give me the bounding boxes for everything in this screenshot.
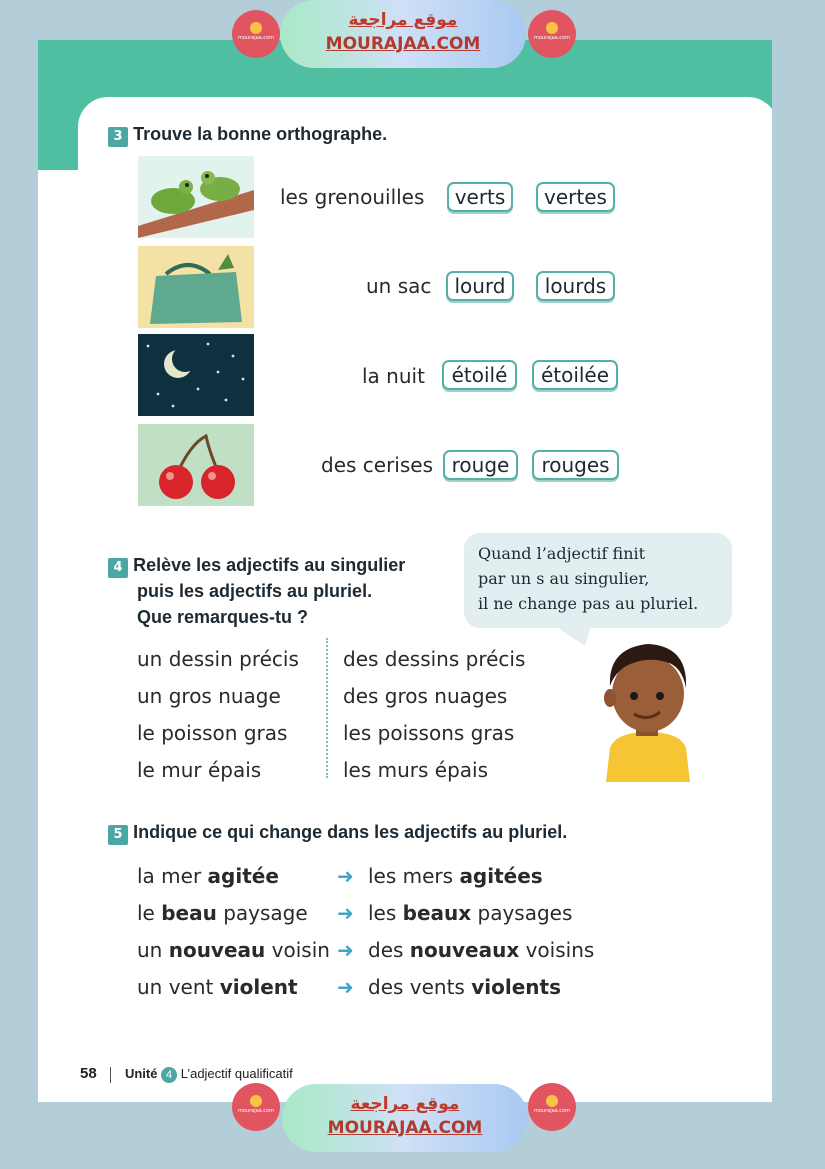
plural-item: des dessins précis	[343, 647, 526, 671]
choice-etoile[interactable]: étoilé	[442, 360, 517, 390]
plural-item: des nouveaux voisins	[368, 938, 595, 962]
banner-latin-title[interactable]: MOURAJAA.COM	[325, 34, 481, 54]
cherries-image	[138, 424, 254, 506]
tip-line-1: Quand l’adjectif finit	[478, 544, 646, 563]
boy-illustration	[596, 636, 700, 786]
exercise-3-heading	[108, 124, 387, 147]
plural-item: les poissons gras	[343, 721, 515, 745]
phrase-cerises: des cerises	[321, 453, 434, 477]
exercise-number: 3	[108, 127, 128, 147]
plural-item: des gros nuages	[343, 684, 508, 708]
tip-line-2: par un s au singulier,	[478, 569, 650, 588]
singular-list	[137, 641, 299, 789]
singular-item: un vent violent	[137, 975, 298, 999]
choice-lourd[interactable]: lourd	[446, 271, 514, 301]
plural-item: les beaux paysages	[368, 901, 573, 925]
choice-rouge[interactable]: rouge	[443, 450, 518, 480]
frogs-image	[138, 156, 254, 238]
exercise-title: Trouve la bonne orthographe.	[133, 124, 388, 144]
singular-item: le beau paysage	[137, 901, 308, 925]
arrow-icon: ➜	[337, 938, 354, 962]
site-banner-top[interactable]	[280, 0, 526, 68]
arrow-icon: ➜	[337, 864, 354, 888]
column-divider	[326, 638, 328, 778]
plural-item: les mers agitées	[368, 864, 543, 888]
night-sky-image	[138, 334, 254, 416]
choice-verts[interactable]: verts	[447, 182, 513, 212]
exercise-number: 4	[108, 558, 128, 578]
exercise-title-line3: Que remarques-tu ?	[137, 607, 309, 627]
site-banner-bottom[interactable]	[282, 1084, 528, 1152]
exercise-5-heading	[108, 822, 567, 845]
arrow-icon: ➜	[337, 975, 354, 999]
tip-line-3: il ne change pas au pluriel.	[478, 594, 699, 613]
site-logo-right: mourajaa.com	[528, 10, 576, 58]
page-footer	[80, 1065, 293, 1083]
singular-item: la mer agitée	[137, 864, 279, 888]
exercise-title: Indique ce qui change dans les adjectifs au pluriel.	[133, 822, 568, 842]
phrase-sac: un sac	[366, 274, 432, 298]
choice-rouges[interactable]: rouges	[532, 450, 619, 480]
singular-item: un gros nuage	[137, 684, 281, 708]
singular-item: le mur épais	[137, 758, 262, 782]
page-number: 58	[80, 1065, 97, 1082]
unit-number-badge: 4	[161, 1067, 177, 1083]
bag-image	[138, 246, 254, 328]
changes-plural-list	[368, 858, 594, 1006]
site-logo-left-bottom: mourajaa.com	[232, 1083, 280, 1131]
plural-item: les murs épais	[343, 758, 489, 782]
singular-item: le poisson gras	[137, 721, 288, 745]
site-logo-right-bottom: mourajaa.com	[528, 1083, 576, 1131]
site-logo-left: mourajaa.com	[232, 10, 280, 58]
speech-bubble-tail	[555, 626, 595, 648]
choice-etoilee[interactable]: étoilée	[532, 360, 618, 390]
arrow-column	[337, 858, 354, 1006]
plural-item: des vents violents	[368, 975, 561, 999]
changes-singular-list	[137, 858, 330, 1006]
banner-latin-title[interactable]: MOURAJAA.COM	[327, 1118, 483, 1138]
plural-list	[343, 641, 525, 789]
singular-item: un dessin précis	[137, 647, 299, 671]
exercise-title-line1: Relève les adjectifs au singulier	[133, 555, 406, 575]
choice-vertes[interactable]: vertes	[536, 182, 615, 212]
exercise-number: 5	[108, 825, 128, 845]
exercise-title-line2: puis les adjectifs au pluriel.	[137, 581, 373, 601]
phrase-nuit: la nuit	[362, 364, 425, 388]
phrase-grenouilles: les grenouilles	[280, 185, 425, 209]
exercise-4-heading	[108, 555, 405, 578]
banner-arabic-title: موقع مراجعة	[348, 10, 458, 30]
unit-label: Unité	[124, 1066, 158, 1081]
singular-item: un nouveau voisin	[137, 938, 330, 962]
tip-speech-bubble	[464, 533, 732, 628]
banner-arabic-title: موقع مراجعة	[350, 1094, 460, 1114]
unit-title: L’adjectif qualificatif	[180, 1066, 293, 1081]
choice-lourds[interactable]: lourds	[536, 271, 615, 301]
arrow-icon: ➜	[337, 901, 354, 925]
